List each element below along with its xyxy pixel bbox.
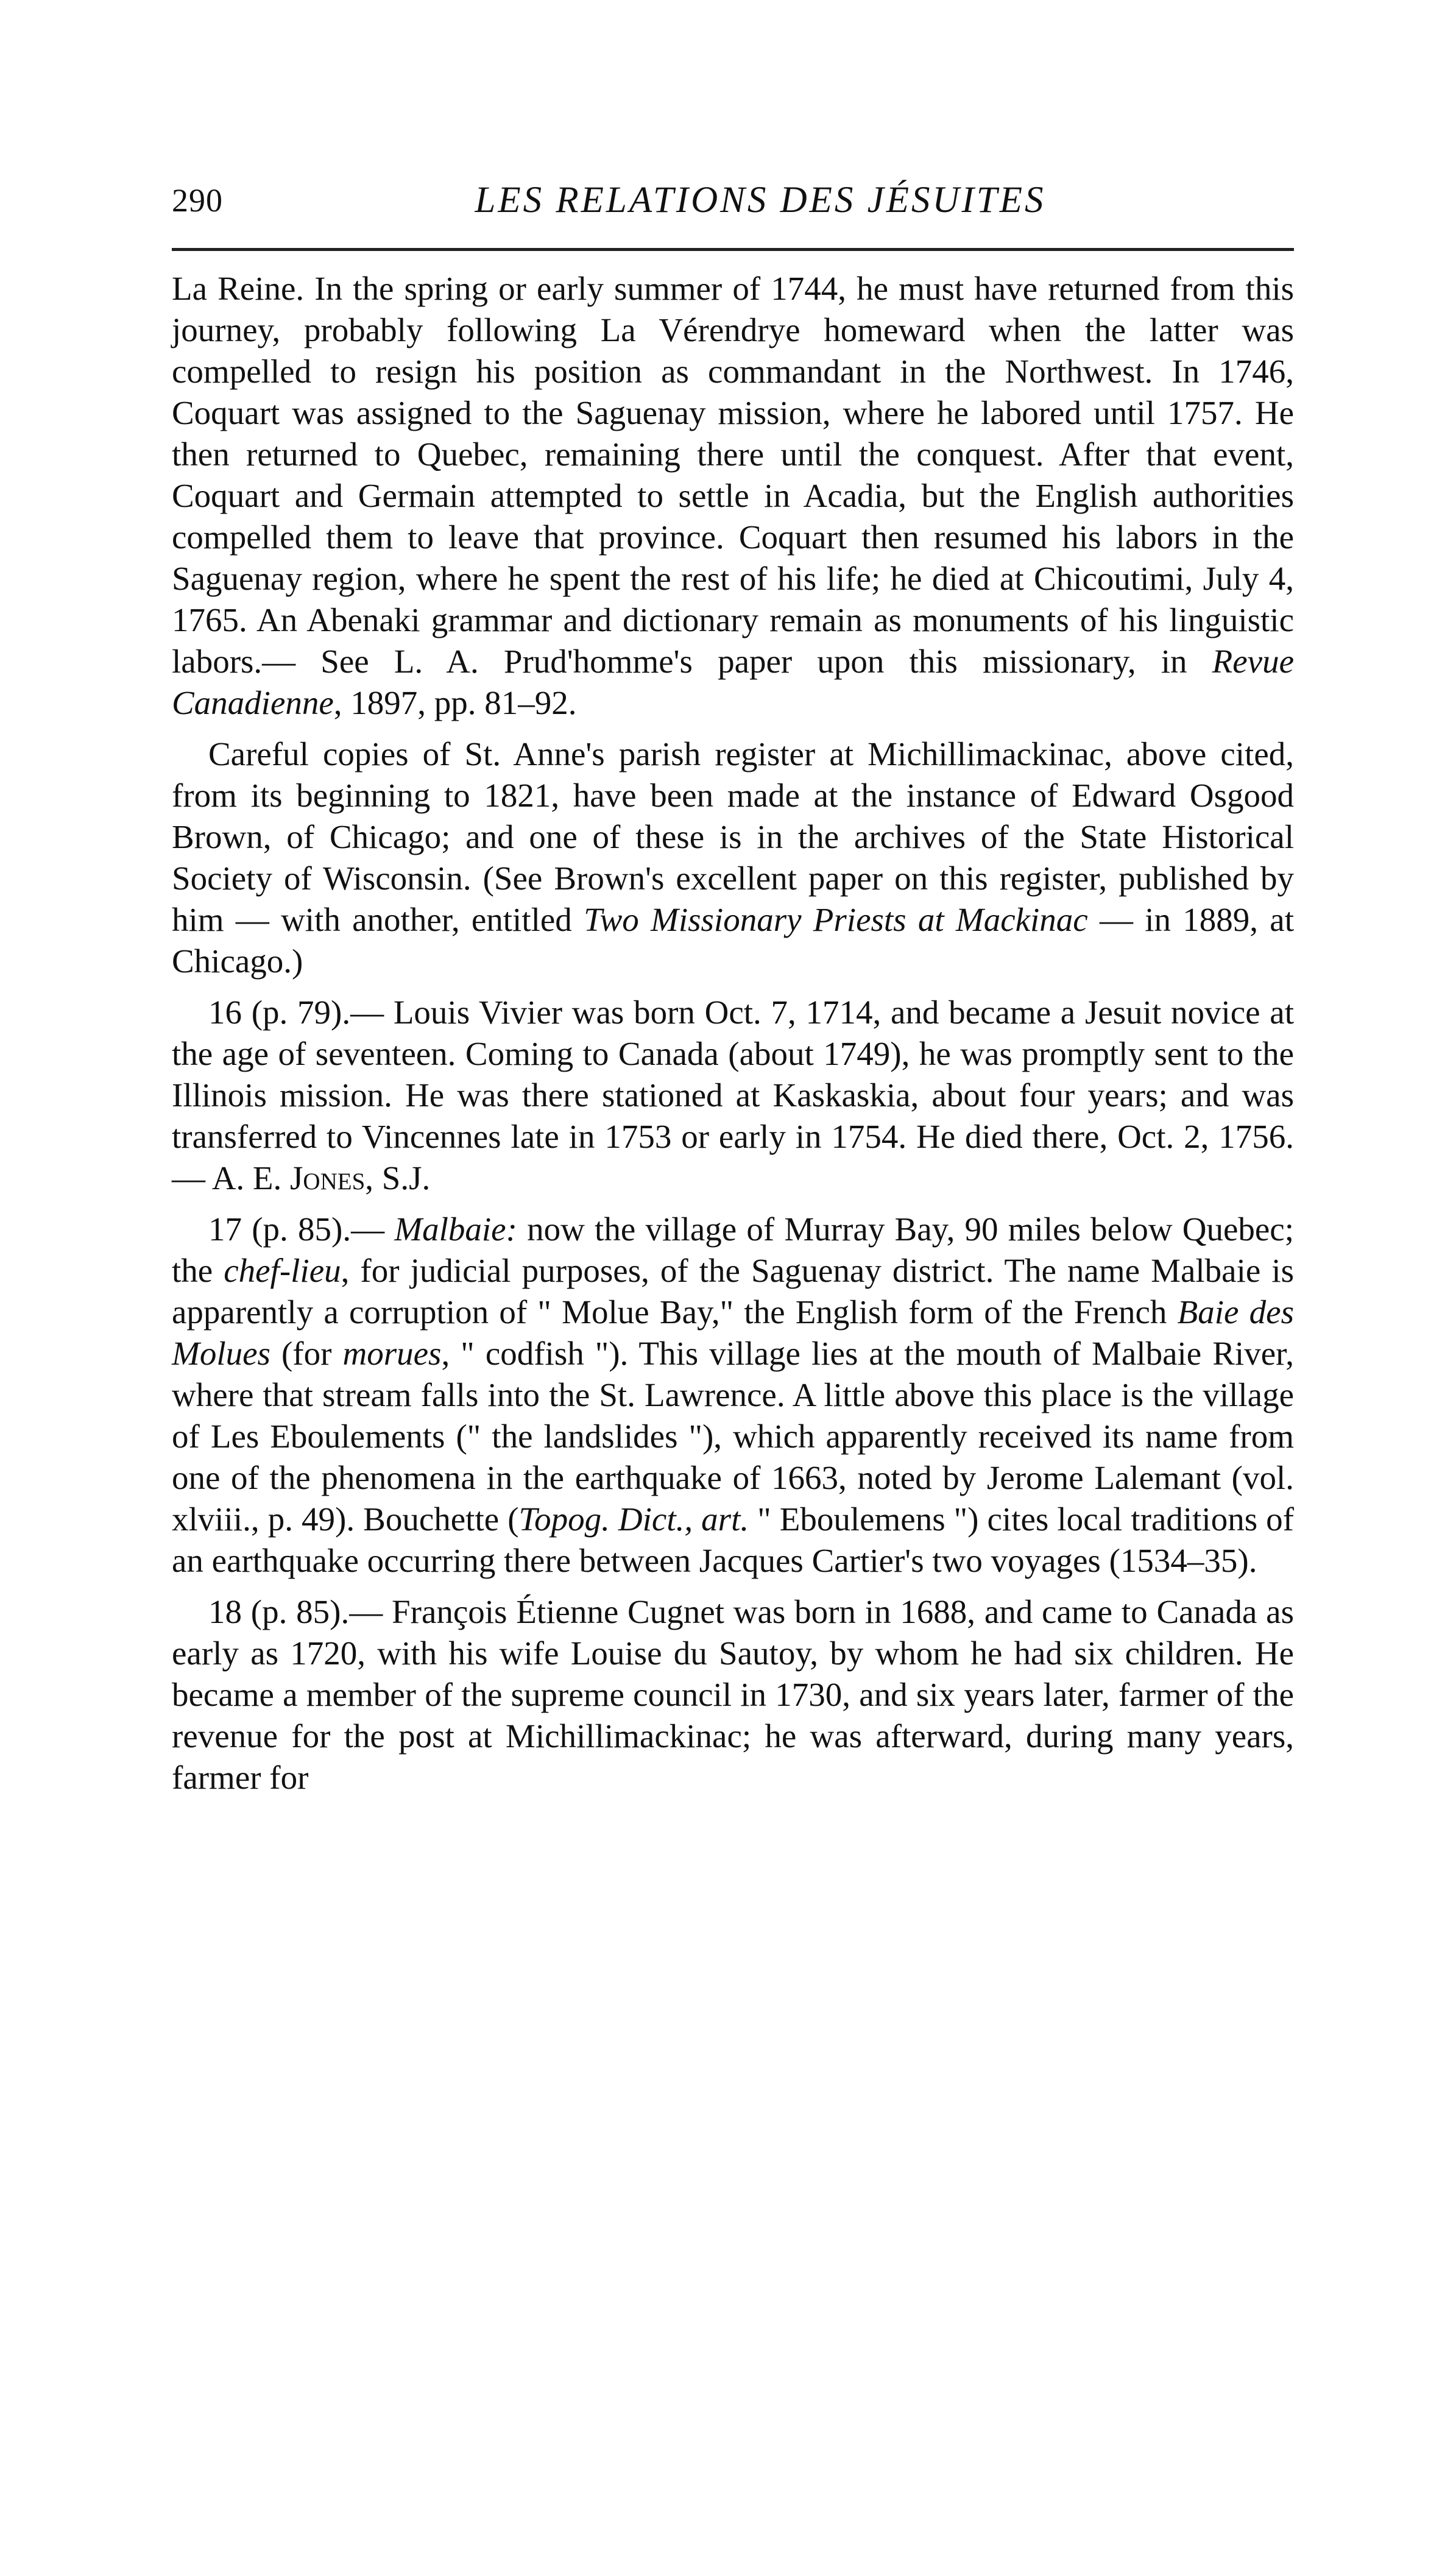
- italic-title: Two Missionary Priests at Mackinac: [584, 901, 1088, 938]
- page-header: [172, 177, 1294, 235]
- running-head: LES RELATIONS DES JÉSUITES: [475, 180, 1046, 221]
- page-number: 290: [172, 182, 223, 219]
- italic-term: chef-lieu: [224, 1252, 341, 1289]
- italic-term: Topog. Dict., art.: [518, 1501, 749, 1538]
- note-17: 17 (p. 85).— Malbaie: now the village of Murray Bay, 90 miles below Quebec; the chef-lieu, for judicial purposes, of the Saguenay district. The name Malbaie is apparently a corruption of " Molue Bay," the English form of the French Baie des Molues (for morues, " codfish "). This village lies at the mouth of Malbaie River, where that stream falls into the St. Lawrence. A little above this place is the village of Les Eboulements (" the landslides "), which apparently received its name from one of the phenomena in the earthquake of 1663, noted by Jerome Lalemant (vol. xlviii., p. 49). Bouchette (Topog. Dict., art. " Eboulemens ") cites local traditions of an earthquake occurring there between Jacques Cartier's two voyages (1534–35).: [172, 1211, 1294, 1579]
- italic-title: Revue Canadienne: [172, 643, 1294, 721]
- paragraph-coquart-continued: La Reine. In the spring or early summer of 1744, he must have returned from this journey, probably following La Vérendrye homeward when the latter was compelled to resign his position as commandant in the Northwest. In 1746, Coquart was assigned to the Saguenay mission, where he labored until 1757. He then returned to Quebec, remaining there until the conquest. After that event, Coquart and Germain attempted to settle in Acadia, but the English authorities compelled them to leave that province. Coquart then resumed his labors in the Saguenay region, where he spent the rest of his life; he died at Chicoutimi, July 4, 1765. An Abenaki grammar and dictionary remain as monuments of his linguistic labors.— See L. A. Prud'homme's paper upon this missionary, in Revue Canadienne, 1897, pp. 81–92.: [172, 270, 1294, 721]
- italic-term: Baie des Molues: [172, 1293, 1294, 1372]
- note-16: 16 (p. 79).— Louis Vivier was born Oct. 7, 1714, and became a Jesuit novice at the age of seventeen. Coming to Canada (about 1749), he was promptly sent to the Illinois mission. He was there stationed at Kaskaskia, about four years; and was transferred to Vincennes late in 1753 or early in 1754. He died there, Oct. 2, 1756.— A. E. Jones, S.J.: [172, 994, 1294, 1197]
- author-name: Jones: [290, 1159, 366, 1197]
- italic-term: Malbaie:: [394, 1211, 517, 1248]
- italic-term: morues: [342, 1335, 442, 1372]
- note-18: 18 (p. 85).— François Étienne Cugnet was born in 1688, and came to Canada as early as 1720, with his wife Louise du Sautoy, by whom he had six children. He became a member of the supreme council in 1730, and six years later, farmer of the revenue for the post at Michillimackinac; he was afterward, during many years, farmer for: [172, 1593, 1294, 1796]
- body-text: [172, 268, 1294, 1808]
- paragraph-parish-register: Careful copies of St. Anne's parish register at Michillimackinac, above cited, from its beginning to 1821, have been made at the instance of Edward Osgood Brown, of Chicago; and one of these is in the archives of the State Historical Society of Wisconsin. (See Brown's excellent paper on this register, published by him — with another, entitled Two Missionary Priests at Mackinac — in 1889, at Chicago.): [172, 735, 1294, 980]
- header-rule: [172, 248, 1294, 251]
